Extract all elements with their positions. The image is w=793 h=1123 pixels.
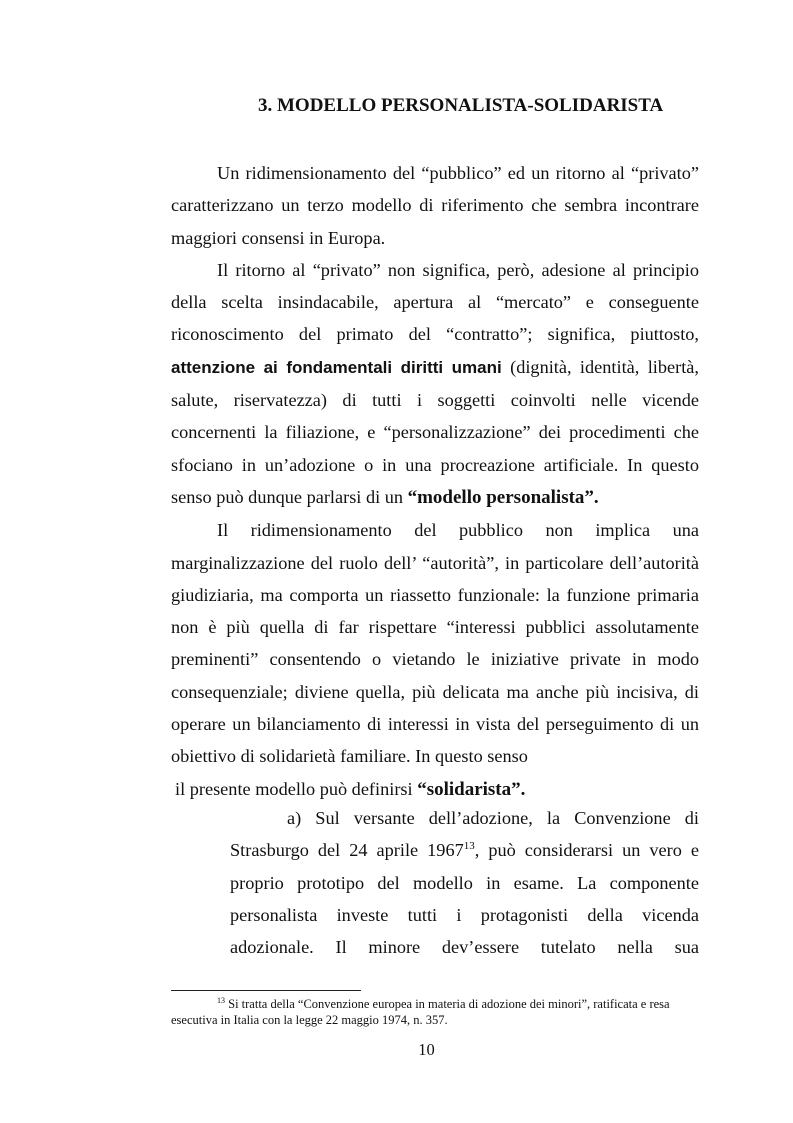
paragraph-3-end [171,773,699,806]
paragraph-2-emphasis: attenzione ai fondamentali diritti umani [171,357,502,377]
page-number: 10 [418,1040,435,1059]
list-item-a-text-a: a) Sul versante dell’adozione, la Convenzione di Strasburgo del 24 aprile 1967 [230,808,699,861]
footnote-marker: 13 [217,996,225,1005]
footnote-text: Si tratta della “Convenzione europea in materia di adozione dei minori”, ratificata e resa esecutiva in Italia con la legge 22 maggio 1974, n. 357. [171,997,670,1027]
list-item-a-text-b: , può considerarsi un vero e proprio prototipo del modello in esame. La componente personalista investe tutti i protagonisti della vicenda adozionale. Il minore dev’essere tutelato nella sua [230,840,699,958]
list-item-a [230,802,699,963]
footnote-13 [171,996,691,1028]
paragraph-2-text-a: Il ritorno al “privato” non significa, però, adesione al principio della scelta insindacabile, apertura al “mercato” e conseguente riconoscimento del primato del “contratto”; significa, piuttosto, [171,259,699,345]
footnote [171,996,691,1028]
paragraph-3 [171,514,699,772]
paragraph-2-emphasis-2: “modello personalista”. [407,486,599,508]
footnote-reference[interactable]: 13 [463,840,475,853]
paragraph-3-text-a: Il ridimensionamento del pubblico non implica una marginalizzazione del ruolo dell’ “autorità”, in particolare dell’autorità giudiziaria, ma comporta un riassetto funzionale: la funzione primaria non è più quella di far rispettare “interessi pubblici assolutamente preminenti” consentendo o vietando le iniziative private in modo consequenziale; diviene quella, più delicata ma anche più incisiva, di operare un bilanciamento di interessi in vista del perseguimento di un obiettivo di solidarietà familiare. In questo senso [171,520,699,767]
paragraph-1-text: Un ridimensionamento del “pubblico” ed un ritorno al “privato” caratterizzano un terzo modello di riferimento che sembra incontrare maggiori consensi in Europa. [171,163,699,248]
paragraph-2 [171,254,699,514]
paragraph-3-text-b: il presente modello può definirsi [175,778,418,799]
body-text [171,157,699,806]
paragraph-3-emphasis: “solidarista”. [417,778,526,800]
footnote-separator [171,990,361,991]
section-heading: 3. MODELLO PERSONALISTA-SOLIDARISTA [258,95,664,116]
paragraph-1 [171,157,699,254]
list-item-a-text [230,802,699,963]
paragraph-2-text-b: (dignità, identità, libertà, salute, riservatezza) di tutti i soggetti coinvolti nelle vicende concernenti la filiazione, e “personalizzazione” dei procedimenti che sfociano in un’adozione o in una procreazione artificiale. In questo senso può dunque parlarsi di un [171,356,699,507]
